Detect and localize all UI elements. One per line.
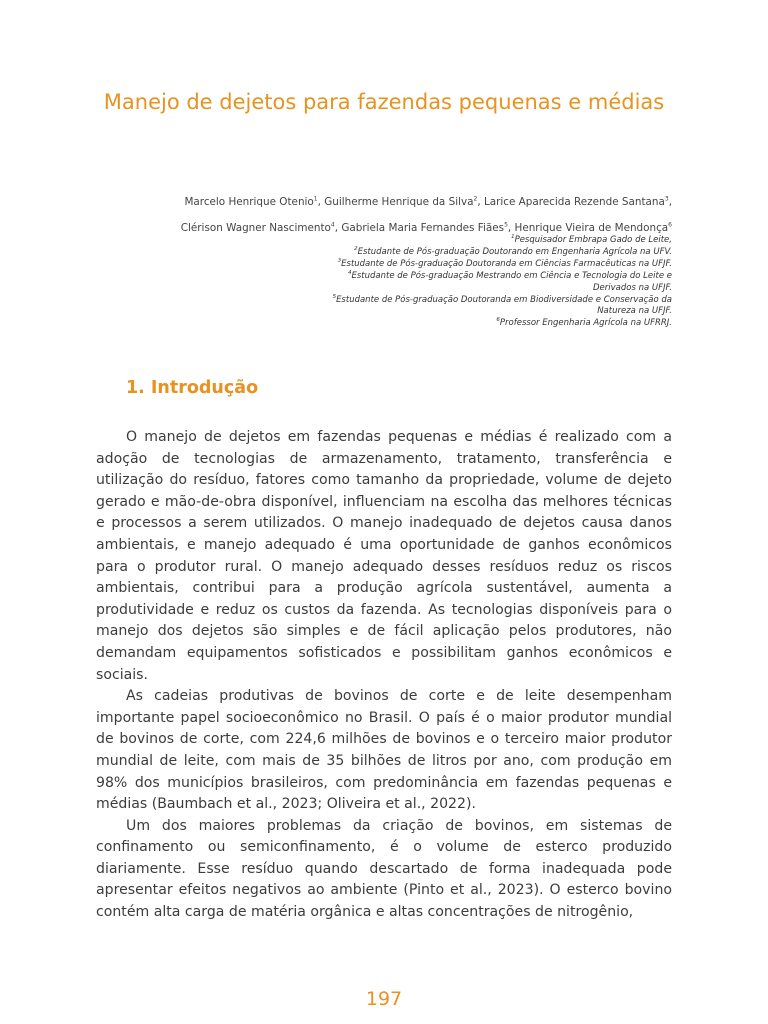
affiliation-text: Estudante de Pós-graduação Doutoranda em Ciências Farmacêuticas na UFJF. <box>341 258 672 269</box>
paragraph: As cadeias produtivas de bovinos de corte e de leite desempenham importante papel socioeconômico no Brasil. O país é o maior produtor mundial de bovinos de corte, com 224,6 milhões de bovinos e o terceiro maior produtor mundial de leite, com mais de 35 bilhões de litros por ano, com produção em 98% dos municípios brasileiros, com predominância em fazendas pequenas e médias (Baumbach et al., 2023; Oliveira et al., 2022). <box>96 688 672 813</box>
affiliation-text: Derivados na UFJF. <box>592 282 672 293</box>
affiliation-list <box>240 235 672 330</box>
body-text <box>96 427 672 924</box>
affiliation-superscript: 1 <box>511 234 515 241</box>
affiliation-text: Estudante de Pós-graduação Doutorando em Engenharia Agrícola na UFV. <box>357 246 672 257</box>
affiliation-item <box>240 283 672 295</box>
affiliation-item <box>240 306 672 318</box>
author-superscript: 6 <box>668 221 672 229</box>
author-superscript: 4 <box>330 221 335 229</box>
affiliation-item <box>240 295 672 307</box>
author-name: Guilherme Henrique da Silva <box>324 196 474 208</box>
affiliation-superscript: 4 <box>348 269 352 276</box>
affiliation-text: Estudante de Pós-graduação Doutoranda em Biodiversidade e Conservação da <box>336 294 672 305</box>
author-name: Clérison Wagner Nascimento <box>180 222 331 234</box>
author-list <box>96 189 672 241</box>
author-line <box>96 189 672 215</box>
affiliation-superscript: 5 <box>332 293 337 300</box>
affiliation-superscript: 6 <box>496 317 500 324</box>
page-number: 197 <box>365 988 403 1010</box>
author-superscript: 3 <box>664 195 669 203</box>
paragraph: Um dos maiores problemas da criação de bovinos, em sistemas de confinamento ou semiconfinamento, é o volume de esterco produzido diariamente. Esse resíduo quando descartado de forma inadequada pode apresentar efeitos negativos ao ambiente (Pinto et al., 2023). O esterco bovino contém alta carga de matéria orgânica e altas concentrações de nitrogênio, <box>96 817 672 921</box>
affiliation-text: Estudante de Pós-graduação Mestrando em Ciência e Tecnologia do Leite e <box>351 270 672 281</box>
affiliation-item <box>240 318 672 330</box>
affiliation-item <box>240 271 672 283</box>
paragraph: O manejo de dejetos em fazendas pequenas e médias é realizado com a adoção de tecnologias de armazenamento, tratamento, transferência e utilização do resíduo, fatores como tamanho da propriedade, volume de dejeto gerado e mão-de-obra disponível, influenciam na escolha das melhores técnicas e processos a serem utilizados. O manejo inadequado de dejetos causa danos ambientais, e manejo adequado é uma oportunidade de ganhos econômicos para o produtor rural. O manejo adequado desses resíduos reduz os riscos ambientais, contribui para a produção agrícola sustentável, aumenta a produtividade e reduz os custos da fazenda. As tecnologias disponíveis para o manejo dos dejetos são simples e de fácil aplicação pelos produtores, não demandam equipamentos sofisticados e possibilitam ganhos econômicos e sociais. <box>96 429 672 683</box>
author-superscript: 5 <box>504 221 508 229</box>
author-separator: , <box>334 222 342 234</box>
author-separator: , <box>477 196 484 208</box>
affiliation-text: Pesquisador Embrapa Gado de Leite, <box>514 235 672 245</box>
author-superscript: 2 <box>473 195 478 203</box>
affiliation-superscript: 3 <box>337 257 342 264</box>
affiliation-superscript: 2 <box>354 246 358 253</box>
author-name: Marcelo Henrique Otenio <box>184 196 314 208</box>
author-name: Gabriela Maria Fernandes Fiães <box>341 222 505 234</box>
author-name: Larice Aparecida Rezende Santana <box>483 196 665 208</box>
author-name: Henrique Vieira de Mendonça <box>514 222 669 234</box>
affiliation-text: Professor Engenharia Agrícola na UFRRJ. <box>499 318 672 329</box>
affiliation-item <box>240 247 672 259</box>
affiliation-item <box>240 235 672 247</box>
author-superscript: 1 <box>313 195 318 203</box>
section-heading: 1. Introdução <box>126 378 259 398</box>
author-separator: , <box>317 196 325 208</box>
affiliation-text: Natureza na UFJF. <box>597 306 672 317</box>
paper-title: Manejo de dejetos para fazendas pequenas e médias <box>103 90 665 114</box>
author-separator: , <box>668 196 672 208</box>
author-separator: , <box>507 222 515 234</box>
affiliation-item <box>240 259 672 271</box>
